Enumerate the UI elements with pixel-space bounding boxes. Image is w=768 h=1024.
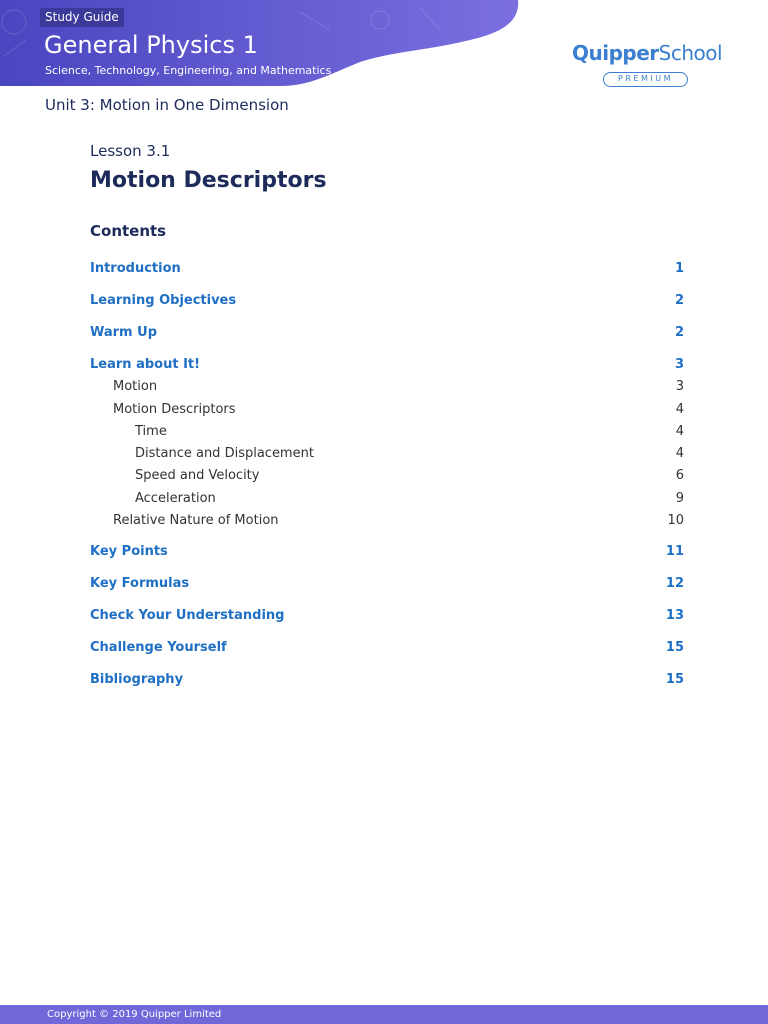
course-title: General Physics 1 [44,31,258,59]
toc-item-challenge-yourself[interactable] [90,638,684,658]
toc-label: Acceleration [135,491,216,506]
toc-item-relative-nature-of-motion[interactable] [90,511,684,531]
toc-item-acceleration[interactable] [90,489,684,509]
study-guide-tag: Study Guide [40,8,124,27]
toc-page: 2 [674,293,684,308]
toc-page: 4 [675,424,684,439]
toc-item-motion[interactable] [90,377,684,397]
copyright-text: Copyright © 2019 Quipper Limited [47,1009,222,1020]
toc-item-motion-descriptors[interactable] [90,400,684,420]
toc-item-key-points[interactable] [90,542,684,562]
toc-label: Time [135,424,167,439]
toc-page: 13 [665,608,684,623]
toc-item-key-formulas[interactable] [90,574,684,594]
toc-item-learn-about-it[interactable] [90,355,684,375]
logo-brand-main: Quipper [572,41,659,65]
toc-page: 15 [665,640,684,655]
toc-label: Bibliography [90,672,184,687]
toc-item-bibliography[interactable] [90,670,684,690]
toc-label: Key Formulas [90,576,190,591]
toc-page: 4 [675,446,684,461]
toc-label: Key Points [90,544,168,559]
toc-page: 15 [665,672,684,687]
toc-page: 3 [675,379,684,394]
toc-page: 9 [675,491,684,506]
course-subtitle: Science, Technology, Engineering, and Mathematics [45,64,332,77]
quipper-school-logo [572,40,724,88]
toc-label: Challenge Yourself [90,640,227,655]
toc-item-distance-and-displacement[interactable] [90,444,684,464]
toc-item-time[interactable] [90,422,684,442]
toc-label: Learning Objectives [90,293,237,308]
toc-label: Speed and Velocity [135,468,260,483]
toc-item-learning-objectives[interactable] [90,291,684,311]
footer-bar [0,1005,768,1024]
toc-label: Distance and Displacement [135,446,314,461]
unit-title: Unit 3: Motion in One Dimension [45,96,289,114]
contents-heading: Contents [90,222,167,240]
toc-label: Check Your Understanding [90,608,285,623]
lesson-title: Motion Descriptors [90,168,327,193]
toc-item-speed-and-velocity[interactable] [90,466,684,486]
premium-badge: PREMIUM [603,72,688,87]
toc-page: 11 [665,544,684,559]
logo-wordmark [572,40,722,66]
lesson-number: Lesson 3.1 [90,142,171,160]
toc-page: 6 [675,468,684,483]
toc-label: Motion [113,379,158,394]
toc-page: 1 [674,261,684,276]
toc-page: 10 [667,513,684,528]
toc-label: Learn about It! [90,357,201,372]
toc-label: Relative Nature of Motion [113,513,279,528]
header-banner [0,0,520,86]
toc-item-introduction[interactable] [90,259,684,279]
toc-label: Warm Up [90,325,157,340]
logo-brand-second: School [658,41,723,65]
toc-label: Introduction [90,261,181,276]
toc-page: 4 [675,402,684,417]
toc-label: Motion Descriptors [113,402,236,417]
toc-item-check-your-understanding[interactable] [90,606,684,626]
toc-page: 3 [674,357,684,372]
toc-page: 2 [674,325,684,340]
toc-page: 12 [665,576,684,591]
toc-item-warm-up[interactable] [90,323,684,343]
